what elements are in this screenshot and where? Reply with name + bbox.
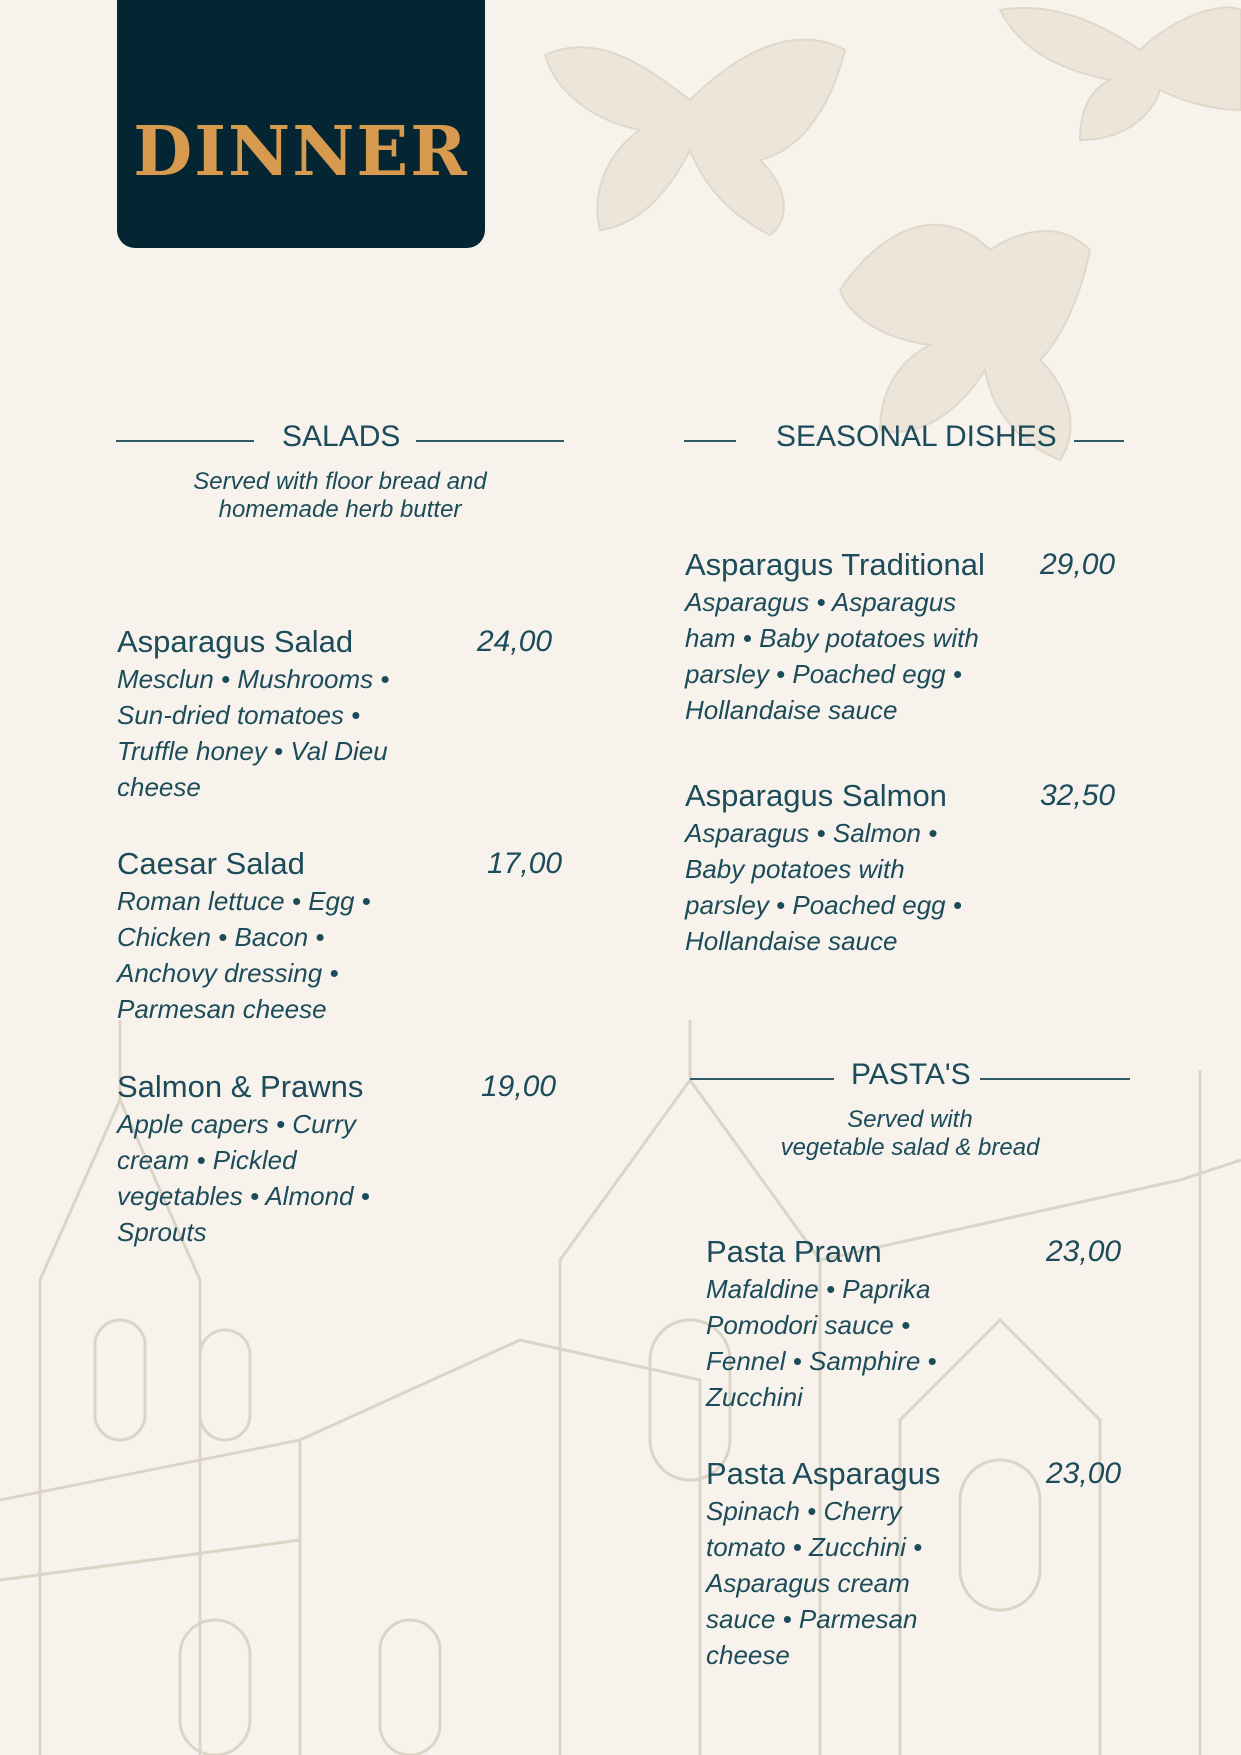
item-description: Mafaldine • Paprika Pomodori sauce • Fennel • Samphire • Zucchini <box>706 1274 937 1412</box>
menu-item <box>706 1455 1126 1673</box>
menu-item <box>117 845 563 1027</box>
item-name: Salmon & Prawns <box>117 1069 364 1104</box>
salads-header <box>116 420 564 460</box>
item-description: Asparagus • Asparagus ham • Baby potatoes with parsley • Poached egg • Hollandaise sauce <box>685 587 979 725</box>
pastas-subtitle: Served with vegetable salad & bread <box>780 1106 1040 1161</box>
item-price: 17,00 <box>487 847 563 880</box>
menu-item <box>117 623 557 805</box>
title-banner <box>117 0 485 248</box>
item-description: Spinach • Cherry tomato • Zucchini • Asparagus cream sauce • Parmesan cheese <box>706 1496 923 1670</box>
item-description: Apple capers • Curry cream • Pickled vegetables • Almond • Sprouts <box>117 1109 370 1247</box>
item-description: Mesclun • Mushrooms • Sun-dried tomatoes • Truffle honey • Val Dieu cheese <box>117 664 390 802</box>
item-name: Asparagus Salad <box>117 624 354 659</box>
seasonal-header <box>684 420 1124 460</box>
item-price: 23,00 <box>1046 1457 1122 1490</box>
item-name: Asparagus Salmon <box>685 778 947 813</box>
farfalle-pasta-illustration <box>545 7 1241 460</box>
item-price: 24,00 <box>477 625 553 658</box>
menu-item <box>685 546 1125 728</box>
seasonal-heading: SEASONAL DISHES <box>776 420 1057 453</box>
menu-item <box>685 777 1125 959</box>
menu-title: DINNER <box>133 112 469 192</box>
header-divider-left <box>684 440 736 442</box>
pastas-heading: PASTA'S <box>851 1058 971 1091</box>
item-price: 23,00 <box>1046 1235 1122 1268</box>
salads-heading: SALADS <box>282 420 401 453</box>
pastas-header <box>690 1058 1130 1098</box>
item-description: Roman lettuce • Egg • Chicken • Bacon • Anchovy dressing • Parmesan cheese <box>117 886 371 1024</box>
item-price: 29,00 <box>1040 548 1116 581</box>
menu-item <box>117 1068 557 1250</box>
item-price: 19,00 <box>481 1070 557 1103</box>
item-name: Pasta Prawn <box>706 1234 882 1269</box>
salads-subtitle: Served with floor bread and homemade herb butter <box>193 468 487 523</box>
header-divider-right <box>980 1078 1130 1080</box>
header-divider-left <box>116 440 254 442</box>
item-name: Caesar Salad <box>117 846 305 881</box>
header-divider-right <box>1074 440 1124 442</box>
header-divider-right <box>416 440 564 442</box>
menu-item <box>706 1233 1126 1415</box>
item-price: 32,50 <box>1040 779 1116 812</box>
item-name: Asparagus Traditional <box>685 547 985 582</box>
item-name: Pasta Asparagus <box>706 1456 941 1491</box>
item-description: Asparagus • Salmon • Baby potatoes with parsley • Poached egg • Hollandaise sauce <box>685 818 962 956</box>
header-divider-left <box>690 1078 834 1080</box>
